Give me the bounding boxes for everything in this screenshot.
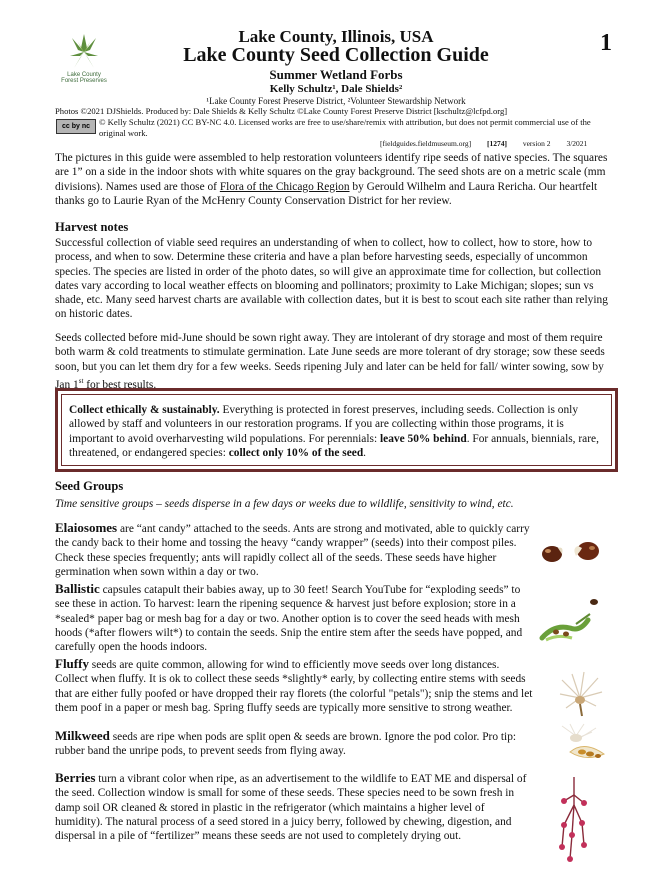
page-subtitle: Summer Wetland Forbs [269, 67, 403, 82]
guide-id: [1274] [486, 139, 507, 148]
harvest-text-2-end: for best results. [83, 378, 157, 391]
ethics-text-1: Everything is protected in forest preserves, including seeds. Collection is only allowed by staff and volunteers in our restoration programs. If you are collecting within those programs, it is important to avoid overharvesting wild populations. For perennials: [69, 404, 579, 445]
harvest-paragraph-1: Successful collection of viable seed requires an understanding of when to collect, how to collect, how to store, how to process, and when to sow. Determine these criteria and have a plan before harvesting seeds, especially of uncommon species. The species are listed in order of the photo dates, so will give an approximate time for collection, but collection dates vary according to local weather effects on blooming and pollinators; proximity to Lake Michigan; slopes; sun vs shade, etc. Many seed harvest charts are available with collection dates, but it is best to scout each site rather than relying on historic dates. [55, 237, 608, 321]
ethics-bold-1: leave 50% behind [379, 432, 467, 445]
harvest-paragraph-2 [55, 331, 620, 392]
flora-link[interactable]: Flora of the Chicago Region [219, 180, 350, 193]
authors: Kelly Schultz¹, Dale Shields² [269, 83, 403, 95]
ethics-bold-2: collect only 10% of the seed [228, 446, 364, 459]
ethics-text [69, 403, 602, 460]
milkweed-pod-icon [556, 722, 612, 774]
reference-line [380, 139, 601, 148]
intro-text-1: The pictures in this guide were assembled to help restoration volunteers identify ripe seeds of native species. The squares are 1” on a side in the indoor shots with white squares on the gray background. The seed shots are on a metric scale (mm divisions). Names used are those of [55, 152, 608, 193]
version: version 2 [522, 139, 551, 148]
date: 3/2021 [566, 139, 588, 148]
harvest-text-2: Seeds collected before mid-June should be sown right away. They are intolerant of dry storage and most of them require both warm & cold treatments to stimulate germination. Late June seeds are more tolerant of dry storage; sow these seeds soon, but you can let them dry for a few weeks. Seeds ripening July and later can be held for fall/ winter sowing, sow by Jan 1 [55, 332, 605, 391]
ordinal-suffix: st [78, 376, 84, 385]
group-text-fluffy: seeds are quite common, allowing for wind to efficiently move seeds over long distances. Collect when fluffy. It is ok to collect these seeds *slightly* early, by collecting entire stems with seeds that are either fully poofed or have dropped their ray florets (the colorful "petals"); snip the stems and let them poof in a paper or mesh bag. Spring fluffy seeds are typically more sensitive to strong weather. [55, 659, 533, 714]
group-berries [55, 771, 533, 843]
group-title-milkweed: Milkweed [55, 728, 110, 743]
page-number: 1 [600, 30, 612, 56]
berries-icon [556, 775, 592, 865]
header-county: Lake County, Illinois, USA [238, 27, 434, 46]
license-text: © Kelly Schultz (2021) CC BY-NC 4.0. Licensed works are free to use/share/remix with attribution, but does not permit commercial use of the original work. [99, 117, 591, 138]
intro-paragraph [55, 151, 620, 208]
ballistic-capsule-icon [536, 594, 606, 648]
cc-license-badge: cc by nc [56, 119, 96, 134]
group-text-elaiosomes: are “ant candy” attached to the seeds. Ants are strong and motivated, able to quickly carry the candy back to their home and tossing the heavy “candy wrapper” (seeds) into their compost piles. Check these species frequently; ants will rapidly collect all of the seeds. These seeds have higher germination when sown within a day or two. [55, 523, 530, 578]
group-ballistic [55, 582, 533, 654]
site-reference[interactable]: [fieldguides.fieldmuseum.org] [380, 139, 472, 148]
fluffy-seed-icon [552, 668, 608, 720]
photo-credits: Photos ©2021 DJShields. Produced by: Dale Shields & Kelly Schultz ©Lake County Forest Preserve District [kschultz@lcfpd.org] [55, 106, 508, 116]
group-elaiosomes [55, 521, 533, 579]
seed-groups-heading: Seed Groups [55, 479, 124, 493]
ethics-text-2: . For annuals, biennials, rare, threatened, or endangered species: [69, 432, 599, 459]
group-milkweed [55, 729, 533, 759]
group-text-milkweed: seeds are ripe when pods are split open & seeds are brown. Ignore the pod color. Pro tip: rubber band the unripe pods, to prevent seeds from flying away. [55, 731, 517, 758]
group-title-berries: Berries [55, 770, 96, 785]
page-title: Lake County Seed Collection Guide [183, 44, 489, 66]
intro-text-2: by Gerould Wilhelm and Laura Rericha. Our heartfelt thanks go to Laurie Ryan of the McHenry County Conservation District for her review. [55, 180, 598, 207]
ethics-lead: Collect ethically & sustainably. [69, 404, 220, 416]
group-title-ballistic: Ballistic [55, 581, 100, 596]
group-text-berries: turn a vibrant color when ripe, as an advertisement to the wildlife to EAT ME and dispersal of the seed. Collection window is small for some of these seeds. These species need to be sown fresh in damp soil OR cleaned & stored in plastic in the refrigerator (which maintains a higher level of humidity). The natural process of a seed stored in a juicy berry, followed by chewing, digestion, and dispersal in a pile of “fertilizer” means these seeds are not used to completely drying out. [55, 773, 527, 843]
group-title-fluffy: Fluffy [55, 656, 89, 671]
seed-groups-note: Time sensitive groups – seeds disperse in a few days or weeks due to wildlife, sensitivity to wind, etc. [55, 498, 514, 510]
logo-text: Lake County Forest Preserves [61, 72, 107, 84]
group-fluffy [55, 657, 533, 715]
elaiosome-seeds-icon [536, 534, 608, 568]
group-text-ballistic: capsules catapult their babies away, up to 30 feet! Search YouTube for “exploding seeds” to see these in action. To harvest: learn the ripening sequence & harvest just before explosion; store in a *sealed* paper bag or mesh bag for a day or two. Another option is to cover the seed heads with mesh hoods (*after flowers wilt*) to contain the seeds. Snip the entire stem after the seeds have popped, and carefully open the hoods indoors. [55, 584, 523, 654]
ethics-text-3: . [363, 446, 367, 459]
group-title-elaiosomes: Elaiosomes [55, 520, 118, 535]
affiliations: ¹Lake County Forest Preserve District, ²Volunteer Stewardship Network [206, 96, 466, 106]
harvest-heading: Harvest notes [55, 220, 129, 234]
